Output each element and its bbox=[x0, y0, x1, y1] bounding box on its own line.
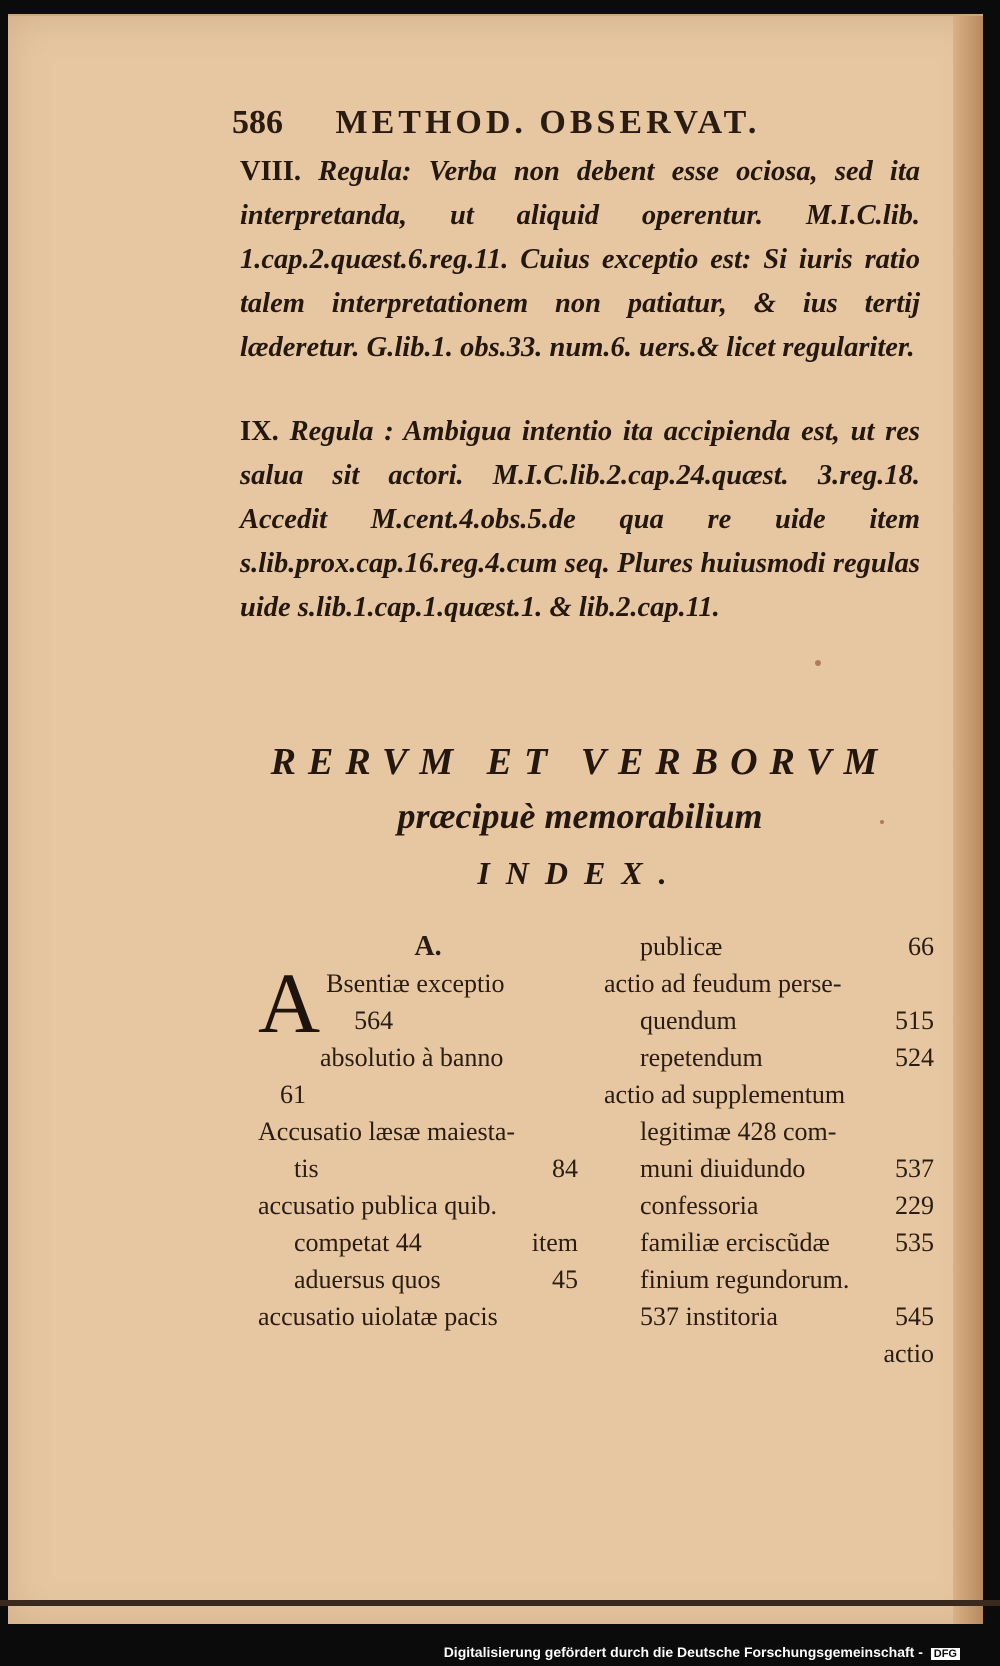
rule-number: VIII. bbox=[240, 156, 301, 187]
index-entry: legitimæ 428 com- bbox=[640, 1117, 837, 1146]
index-entry: accusatio publica quib. bbox=[258, 1191, 497, 1220]
ink-spot bbox=[880, 820, 884, 824]
index-column-right bbox=[604, 928, 934, 1372]
index-entry: actio ad supplementum bbox=[604, 1080, 846, 1109]
index-entry: familiæ erciscũdæ 535 bbox=[640, 1228, 934, 1257]
index-entry: aduersus quos 45 bbox=[294, 1265, 578, 1294]
rule-paragraph-ix bbox=[240, 410, 920, 630]
page-header bbox=[232, 104, 832, 142]
catchword: actio bbox=[883, 1339, 934, 1368]
rule-number: IX. bbox=[240, 416, 279, 447]
running-title: METHOD. OBSERVAT. bbox=[335, 104, 761, 141]
rule-paragraph-viii bbox=[240, 150, 920, 370]
drop-cap: A bbox=[258, 965, 321, 1039]
index-column-left bbox=[258, 928, 578, 1335]
index-entry-block bbox=[258, 965, 578, 1039]
index-entry: Accusatio læsæ maiesta- bbox=[258, 1117, 516, 1146]
index-entry: quendum 515 bbox=[640, 1006, 934, 1035]
index-entry: 564 bbox=[354, 1006, 394, 1035]
credit-text: Digitalisierung gefördert durch die Deutsche Forschungsgemeinschaft - bbox=[443, 1644, 923, 1660]
index-entry: 537 institoria 545 bbox=[640, 1302, 934, 1331]
index-entry: finium regundorum. bbox=[640, 1265, 850, 1294]
index-entry: accusatio uiolatæ pacis bbox=[258, 1302, 498, 1331]
page-number: 586 bbox=[232, 104, 283, 141]
index-entry: publicæ 66 bbox=[640, 932, 934, 961]
index-entry: muni diuidundo 537 bbox=[640, 1154, 934, 1183]
index-entry: tis 84 bbox=[294, 1154, 578, 1183]
index-entry: actio ad feudum perse- bbox=[604, 969, 842, 998]
index-entry: 61 bbox=[280, 1080, 306, 1109]
rule-text: Regula : Ambigua intentio ita accipienda est, ut res salua sit actori. M.I.C.lib.2.cap.24.quæst. 3.reg.18. Accedit M.cent.4.obs.5.de qua re uide item s.lib.prox.cap.16.reg.4.cum seq. Plures huiusmodi regulas uide s.lib.1.cap.1.quæst.1. & lib.2.cap.11. bbox=[240, 416, 920, 623]
index-entry: confessoria 229 bbox=[640, 1191, 934, 1220]
index-entry: Bsentiæ exceptio bbox=[326, 969, 505, 998]
rule-text: Regula: Verba non debent esse ociosa, sed ita interpretanda, ut aliquid operentur. M.I.C.lib. 1.cap.2.quæst.6.reg.11. Cuius exceptio est: Si iuris ratio talem interpretationem non patiatur, & ius tertij læderetur. G.lib.1. obs.33. num.6. uers.& licet regulariter. bbox=[240, 156, 921, 363]
index-entry: absolutio à banno bbox=[320, 1043, 504, 1072]
index-entry: competat 44 item bbox=[294, 1228, 578, 1257]
index-entry: repetendum 524 bbox=[640, 1043, 934, 1072]
index-title-line2: præcipuè memorabilium bbox=[397, 796, 763, 836]
page-gutter bbox=[953, 16, 983, 1624]
index-title-line1: RERVM ET VERBORVM bbox=[270, 741, 890, 783]
index-title-line3: INDEX. bbox=[477, 855, 683, 891]
ink-spot bbox=[815, 660, 821, 666]
dfg-logo: DFG bbox=[931, 1648, 960, 1660]
digitization-credit bbox=[444, 1644, 960, 1660]
index-letter-heading: A. bbox=[414, 931, 442, 962]
scan-bottom-edge bbox=[0, 1600, 1000, 1606]
